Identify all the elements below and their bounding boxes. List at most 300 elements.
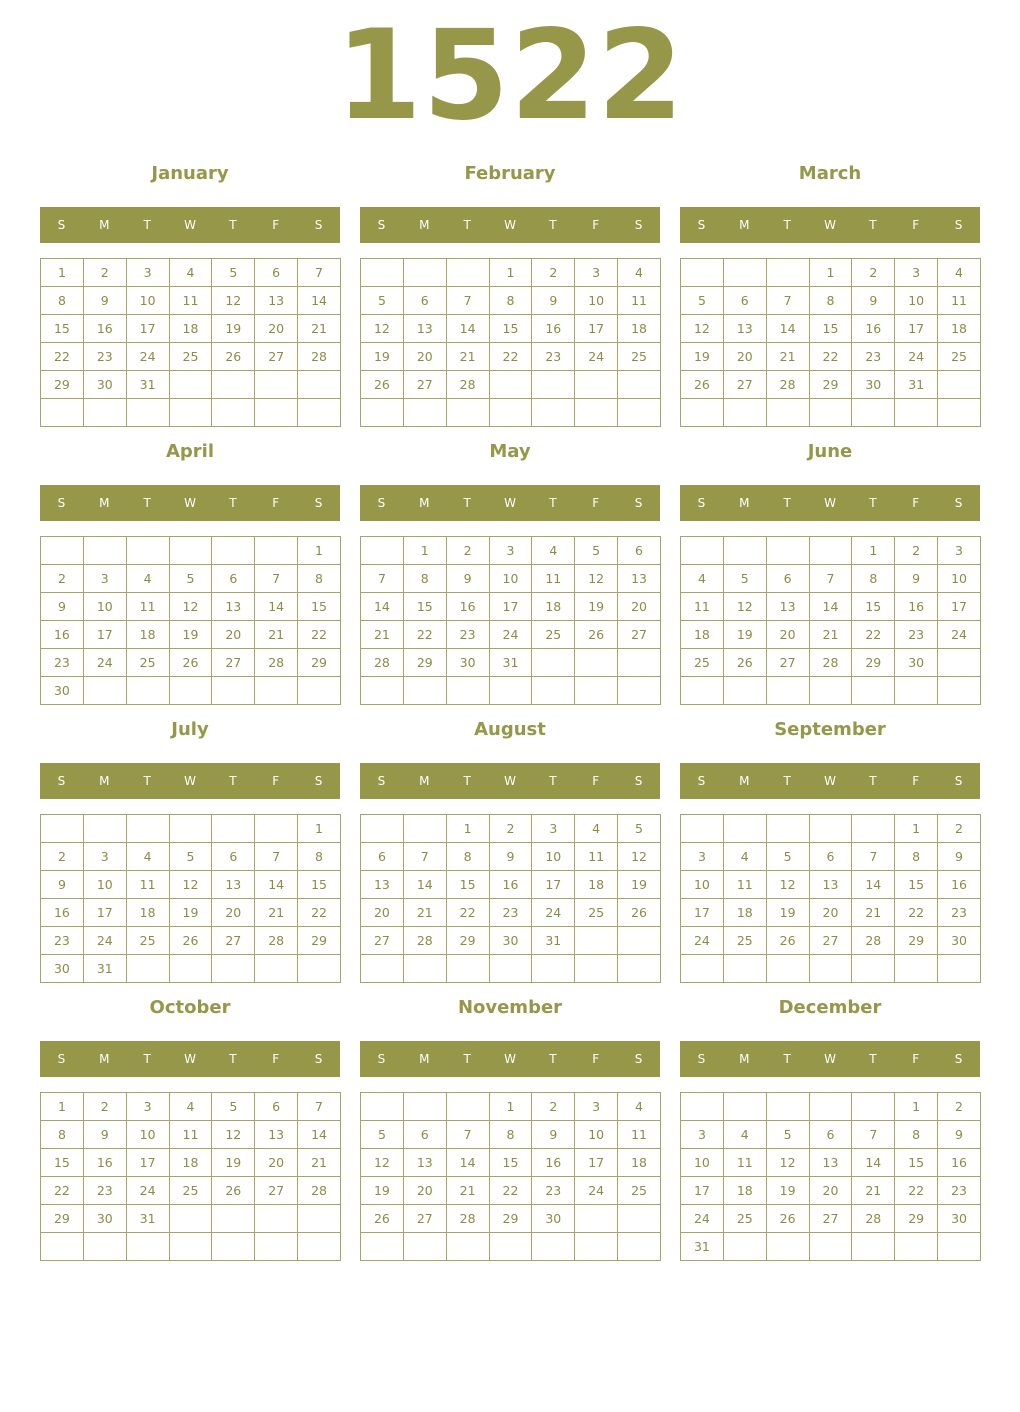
empty-day-cell xyxy=(681,815,724,843)
day-cell: 5 xyxy=(169,843,212,871)
day-cell: 15 xyxy=(41,315,84,343)
day-cell: 27 xyxy=(723,371,766,399)
day-cell: 16 xyxy=(41,621,84,649)
day-cell: 2 xyxy=(41,843,84,871)
weekday-label: T xyxy=(229,496,237,510)
weekday-label: S xyxy=(697,496,706,510)
day-cell: 28 xyxy=(809,649,852,677)
weekday-label: S xyxy=(954,1052,963,1066)
day-cell: 24 xyxy=(575,1177,618,1205)
day-cell: 17 xyxy=(126,315,169,343)
empty-day-cell xyxy=(895,399,938,427)
weekday-header xyxy=(680,207,980,243)
day-cell: 9 xyxy=(938,1121,981,1149)
day-cell: 15 xyxy=(489,315,532,343)
day-cell: 2 xyxy=(446,537,489,565)
day-cell: 28 xyxy=(361,649,404,677)
day-cell: 1 xyxy=(298,537,341,565)
week-row xyxy=(41,565,341,593)
week-row xyxy=(361,315,661,343)
empty-day-cell xyxy=(212,815,255,843)
day-grid xyxy=(40,1092,341,1261)
day-cell: 9 xyxy=(41,593,84,621)
weekday-label: T xyxy=(463,1052,471,1066)
week-row xyxy=(681,649,981,677)
empty-day-cell xyxy=(403,399,446,427)
day-cell: 6 xyxy=(723,287,766,315)
day-cell: 24 xyxy=(126,343,169,371)
day-cell: 27 xyxy=(255,343,298,371)
day-cell: 15 xyxy=(403,593,446,621)
weekday-header xyxy=(680,1041,980,1077)
empty-day-cell xyxy=(446,955,489,983)
week-row xyxy=(41,955,341,983)
week-row xyxy=(41,677,341,705)
week-row xyxy=(361,843,661,871)
empty-day-cell xyxy=(446,1093,489,1121)
day-cell: 16 xyxy=(489,871,532,899)
weekday-label: F xyxy=(912,496,920,510)
weekday-label: F xyxy=(272,774,280,788)
day-cell: 10 xyxy=(575,1121,618,1149)
empty-day-cell xyxy=(41,815,84,843)
day-cell: 5 xyxy=(681,287,724,315)
day-cell: 24 xyxy=(489,621,532,649)
week-row xyxy=(361,927,661,955)
month-name: January xyxy=(151,163,229,184)
day-cell: 22 xyxy=(41,1177,84,1205)
day-cell: 18 xyxy=(126,899,169,927)
month-name: August xyxy=(474,719,546,740)
day-grid xyxy=(680,258,981,427)
day-cell: 21 xyxy=(255,899,298,927)
day-cell: 18 xyxy=(532,593,575,621)
day-cell: 20 xyxy=(766,621,809,649)
day-cell: 24 xyxy=(681,927,724,955)
empty-day-cell xyxy=(403,1233,446,1261)
week-row xyxy=(41,1149,341,1177)
week-row xyxy=(41,287,341,315)
day-cell: 31 xyxy=(126,371,169,399)
empty-day-cell xyxy=(618,399,661,427)
empty-day-cell xyxy=(938,1233,981,1261)
day-cell: 13 xyxy=(212,593,255,621)
day-cell: 20 xyxy=(618,593,661,621)
day-cell: 2 xyxy=(532,259,575,287)
day-cell: 13 xyxy=(403,315,446,343)
day-cell: 11 xyxy=(681,593,724,621)
year-title: 1522 xyxy=(335,4,685,148)
day-cell: 22 xyxy=(895,899,938,927)
day-cell: 9 xyxy=(83,287,126,315)
weekday-label: W xyxy=(184,774,196,788)
weekday-label: M xyxy=(739,774,750,788)
day-cell: 19 xyxy=(766,1177,809,1205)
empty-day-cell xyxy=(83,815,126,843)
weekday-label: F xyxy=(592,218,600,232)
day-cell: 27 xyxy=(212,927,255,955)
day-cell: 2 xyxy=(938,815,981,843)
day-cell: 11 xyxy=(126,871,169,899)
empty-day-cell xyxy=(575,927,618,955)
weekday-label: T xyxy=(143,774,151,788)
day-cell: 3 xyxy=(532,815,575,843)
day-cell: 12 xyxy=(575,565,618,593)
day-cell: 10 xyxy=(532,843,575,871)
day-cell: 26 xyxy=(212,1177,255,1205)
empty-day-cell xyxy=(938,399,981,427)
day-cell: 20 xyxy=(809,1177,852,1205)
day-grid xyxy=(680,536,981,705)
week-row xyxy=(361,955,661,983)
day-cell: 4 xyxy=(126,843,169,871)
empty-day-cell xyxy=(681,955,724,983)
day-grid xyxy=(40,536,341,705)
day-cell: 26 xyxy=(766,927,809,955)
day-cell: 10 xyxy=(681,871,724,899)
empty-day-cell xyxy=(126,537,169,565)
empty-day-cell xyxy=(618,649,661,677)
empty-day-cell xyxy=(575,955,618,983)
day-cell: 31 xyxy=(681,1233,724,1261)
empty-day-cell xyxy=(681,399,724,427)
empty-day-cell xyxy=(83,537,126,565)
day-cell: 30 xyxy=(852,371,895,399)
day-cell: 17 xyxy=(681,899,724,927)
day-cell: 6 xyxy=(255,1093,298,1121)
day-cell: 12 xyxy=(212,1121,255,1149)
empty-day-cell xyxy=(852,399,895,427)
day-cell: 24 xyxy=(938,621,981,649)
day-cell: 22 xyxy=(298,621,341,649)
empty-day-cell xyxy=(169,677,212,705)
day-cell: 9 xyxy=(895,565,938,593)
day-cell: 19 xyxy=(361,1177,404,1205)
empty-day-cell xyxy=(852,815,895,843)
day-cell: 30 xyxy=(532,1205,575,1233)
empty-day-cell xyxy=(212,1233,255,1261)
empty-day-cell xyxy=(403,259,446,287)
empty-day-cell xyxy=(83,677,126,705)
week-row xyxy=(681,927,981,955)
weekday-label: M xyxy=(99,1052,110,1066)
day-cell: 2 xyxy=(895,537,938,565)
day-cell: 14 xyxy=(766,315,809,343)
empty-day-cell xyxy=(723,677,766,705)
weekday-label: W xyxy=(184,1052,196,1066)
day-cell: 26 xyxy=(361,1205,404,1233)
weekday-label: S xyxy=(57,774,66,788)
day-cell: 8 xyxy=(298,565,341,593)
empty-day-cell xyxy=(446,399,489,427)
day-cell: 25 xyxy=(938,343,981,371)
day-cell: 2 xyxy=(83,1093,126,1121)
empty-day-cell xyxy=(809,815,852,843)
week-row xyxy=(41,1177,341,1205)
day-cell: 2 xyxy=(852,259,895,287)
day-cell: 21 xyxy=(852,899,895,927)
weekday-label: S xyxy=(697,218,706,232)
day-cell: 6 xyxy=(809,1121,852,1149)
week-row xyxy=(361,1121,661,1149)
weekday-label: T xyxy=(549,218,557,232)
weekday-label: T xyxy=(549,1052,557,1066)
week-row xyxy=(361,1233,661,1261)
day-cell: 5 xyxy=(212,259,255,287)
empty-day-cell xyxy=(766,955,809,983)
day-cell: 30 xyxy=(489,927,532,955)
day-cell: 8 xyxy=(41,287,84,315)
day-cell: 5 xyxy=(618,815,661,843)
empty-day-cell xyxy=(532,399,575,427)
month-name: December xyxy=(778,997,882,1018)
day-cell: 20 xyxy=(255,315,298,343)
week-row xyxy=(681,287,981,315)
day-cell: 23 xyxy=(938,899,981,927)
weekday-label: S xyxy=(697,1052,706,1066)
day-cell: 23 xyxy=(895,621,938,649)
empty-day-cell xyxy=(681,677,724,705)
day-cell: 12 xyxy=(618,843,661,871)
empty-day-cell xyxy=(298,677,341,705)
day-cell: 28 xyxy=(255,649,298,677)
day-cell: 16 xyxy=(83,1149,126,1177)
day-cell: 18 xyxy=(618,315,661,343)
day-cell: 19 xyxy=(681,343,724,371)
weekday-label: W xyxy=(504,496,516,510)
day-cell: 14 xyxy=(255,871,298,899)
day-cell: 20 xyxy=(361,899,404,927)
day-cell: 12 xyxy=(212,287,255,315)
day-cell: 2 xyxy=(532,1093,575,1121)
weekday-label: W xyxy=(184,218,196,232)
day-cell: 14 xyxy=(255,593,298,621)
day-cell: 29 xyxy=(895,927,938,955)
week-row xyxy=(681,1177,981,1205)
empty-day-cell xyxy=(361,815,404,843)
day-cell: 5 xyxy=(169,565,212,593)
day-cell: 30 xyxy=(83,1205,126,1233)
empty-day-cell xyxy=(212,399,255,427)
day-cell: 21 xyxy=(361,621,404,649)
empty-day-cell xyxy=(723,259,766,287)
day-cell: 13 xyxy=(212,871,255,899)
day-cell: 20 xyxy=(212,899,255,927)
day-cell: 18 xyxy=(126,621,169,649)
week-row xyxy=(41,815,341,843)
empty-day-cell xyxy=(212,1205,255,1233)
empty-day-cell xyxy=(766,399,809,427)
day-cell: 10 xyxy=(895,287,938,315)
weekday-label: M xyxy=(739,496,750,510)
day-cell: 19 xyxy=(169,899,212,927)
weekday-header xyxy=(40,207,340,243)
weekday-header xyxy=(360,1041,660,1077)
empty-day-cell xyxy=(126,677,169,705)
day-cell: 3 xyxy=(938,537,981,565)
empty-day-cell xyxy=(361,537,404,565)
day-cell: 24 xyxy=(532,899,575,927)
empty-day-cell xyxy=(895,677,938,705)
empty-day-cell xyxy=(489,399,532,427)
week-row xyxy=(681,899,981,927)
day-cell: 15 xyxy=(895,871,938,899)
empty-day-cell xyxy=(681,537,724,565)
day-cell: 24 xyxy=(895,343,938,371)
day-cell: 16 xyxy=(895,593,938,621)
week-row xyxy=(361,259,661,287)
day-grid xyxy=(360,814,661,983)
day-cell: 7 xyxy=(361,565,404,593)
day-cell: 26 xyxy=(169,649,212,677)
day-cell: 23 xyxy=(852,343,895,371)
day-cell: 24 xyxy=(83,927,126,955)
empty-day-cell xyxy=(126,1233,169,1261)
day-cell: 7 xyxy=(255,565,298,593)
day-cell: 20 xyxy=(403,343,446,371)
empty-day-cell xyxy=(446,677,489,705)
weekday-label: F xyxy=(272,218,280,232)
weekday-label: W xyxy=(824,774,836,788)
weekday-label: F xyxy=(912,774,920,788)
weekday-label: T xyxy=(143,1052,151,1066)
day-cell: 4 xyxy=(938,259,981,287)
week-row xyxy=(361,399,661,427)
empty-day-cell xyxy=(575,1205,618,1233)
week-row xyxy=(361,1149,661,1177)
day-cell: 4 xyxy=(126,565,169,593)
empty-day-cell xyxy=(766,537,809,565)
empty-day-cell xyxy=(852,955,895,983)
empty-day-cell xyxy=(403,1093,446,1121)
day-cell: 25 xyxy=(681,649,724,677)
weekday-label: W xyxy=(504,218,516,232)
weekday-label: S xyxy=(634,496,643,510)
empty-day-cell xyxy=(361,1093,404,1121)
day-cell: 22 xyxy=(852,621,895,649)
week-row xyxy=(361,287,661,315)
day-cell: 19 xyxy=(212,1149,255,1177)
day-cell: 25 xyxy=(618,1177,661,1205)
day-cell: 5 xyxy=(766,843,809,871)
day-cell: 22 xyxy=(41,343,84,371)
empty-day-cell xyxy=(212,955,255,983)
weekday-label: S xyxy=(314,218,323,232)
empty-day-cell xyxy=(41,399,84,427)
day-cell: 28 xyxy=(852,927,895,955)
empty-day-cell xyxy=(41,1233,84,1261)
day-cell: 19 xyxy=(766,899,809,927)
day-cell: 27 xyxy=(618,621,661,649)
day-cell: 29 xyxy=(446,927,489,955)
day-cell: 6 xyxy=(403,1121,446,1149)
weekday-label: T xyxy=(783,774,791,788)
weekday-label: S xyxy=(314,1052,323,1066)
day-cell: 30 xyxy=(83,371,126,399)
day-cell: 9 xyxy=(532,287,575,315)
day-cell: 8 xyxy=(298,843,341,871)
day-cell: 7 xyxy=(446,287,489,315)
weekday-label: W xyxy=(504,1052,516,1066)
day-cell: 15 xyxy=(852,593,895,621)
day-cell: 23 xyxy=(532,1177,575,1205)
empty-day-cell xyxy=(575,677,618,705)
weekday-label: T xyxy=(463,218,471,232)
empty-day-cell xyxy=(809,1233,852,1261)
week-row xyxy=(361,537,661,565)
day-cell: 19 xyxy=(618,871,661,899)
empty-day-cell xyxy=(361,1233,404,1261)
day-cell: 13 xyxy=(361,871,404,899)
day-cell: 17 xyxy=(575,1149,618,1177)
empty-day-cell xyxy=(361,399,404,427)
day-cell: 14 xyxy=(446,1149,489,1177)
empty-day-cell xyxy=(169,399,212,427)
empty-day-cell xyxy=(169,955,212,983)
weekday-label: S xyxy=(634,218,643,232)
weekday-label: S xyxy=(57,1052,66,1066)
day-cell: 19 xyxy=(723,621,766,649)
weekday-label: M xyxy=(99,774,110,788)
day-cell: 11 xyxy=(169,1121,212,1149)
month-name: July xyxy=(171,719,209,740)
week-row xyxy=(41,1121,341,1149)
week-row xyxy=(361,815,661,843)
day-cell: 16 xyxy=(83,315,126,343)
day-cell: 19 xyxy=(169,621,212,649)
weekday-label: S xyxy=(377,218,386,232)
empty-day-cell xyxy=(169,537,212,565)
day-cell: 14 xyxy=(446,315,489,343)
day-cell: 24 xyxy=(681,1205,724,1233)
day-cell: 3 xyxy=(83,565,126,593)
empty-day-cell xyxy=(618,677,661,705)
day-cell: 7 xyxy=(852,1121,895,1149)
week-row xyxy=(361,871,661,899)
empty-day-cell xyxy=(723,955,766,983)
day-cell: 26 xyxy=(723,649,766,677)
weekday-label: T xyxy=(783,496,791,510)
day-cell: 25 xyxy=(723,1205,766,1233)
empty-day-cell xyxy=(938,371,981,399)
day-cell: 17 xyxy=(681,1177,724,1205)
day-cell: 23 xyxy=(41,649,84,677)
empty-day-cell xyxy=(618,1205,661,1233)
day-cell: 15 xyxy=(298,593,341,621)
empty-day-cell xyxy=(169,1205,212,1233)
week-row xyxy=(681,565,981,593)
day-cell: 7 xyxy=(446,1121,489,1149)
day-cell: 4 xyxy=(681,565,724,593)
day-cell: 26 xyxy=(361,371,404,399)
day-cell: 21 xyxy=(446,343,489,371)
week-row xyxy=(681,1233,981,1261)
day-cell: 14 xyxy=(298,287,341,315)
month-name: April xyxy=(165,441,215,462)
empty-day-cell xyxy=(852,677,895,705)
day-cell: 29 xyxy=(41,1205,84,1233)
empty-day-cell xyxy=(766,677,809,705)
day-cell: 2 xyxy=(83,259,126,287)
day-cell: 17 xyxy=(938,593,981,621)
day-cell: 6 xyxy=(809,843,852,871)
empty-day-cell xyxy=(298,955,341,983)
day-cell: 5 xyxy=(361,287,404,315)
day-cell: 18 xyxy=(169,1149,212,1177)
day-grid xyxy=(680,1092,981,1261)
day-cell: 25 xyxy=(126,649,169,677)
day-cell: 12 xyxy=(766,871,809,899)
